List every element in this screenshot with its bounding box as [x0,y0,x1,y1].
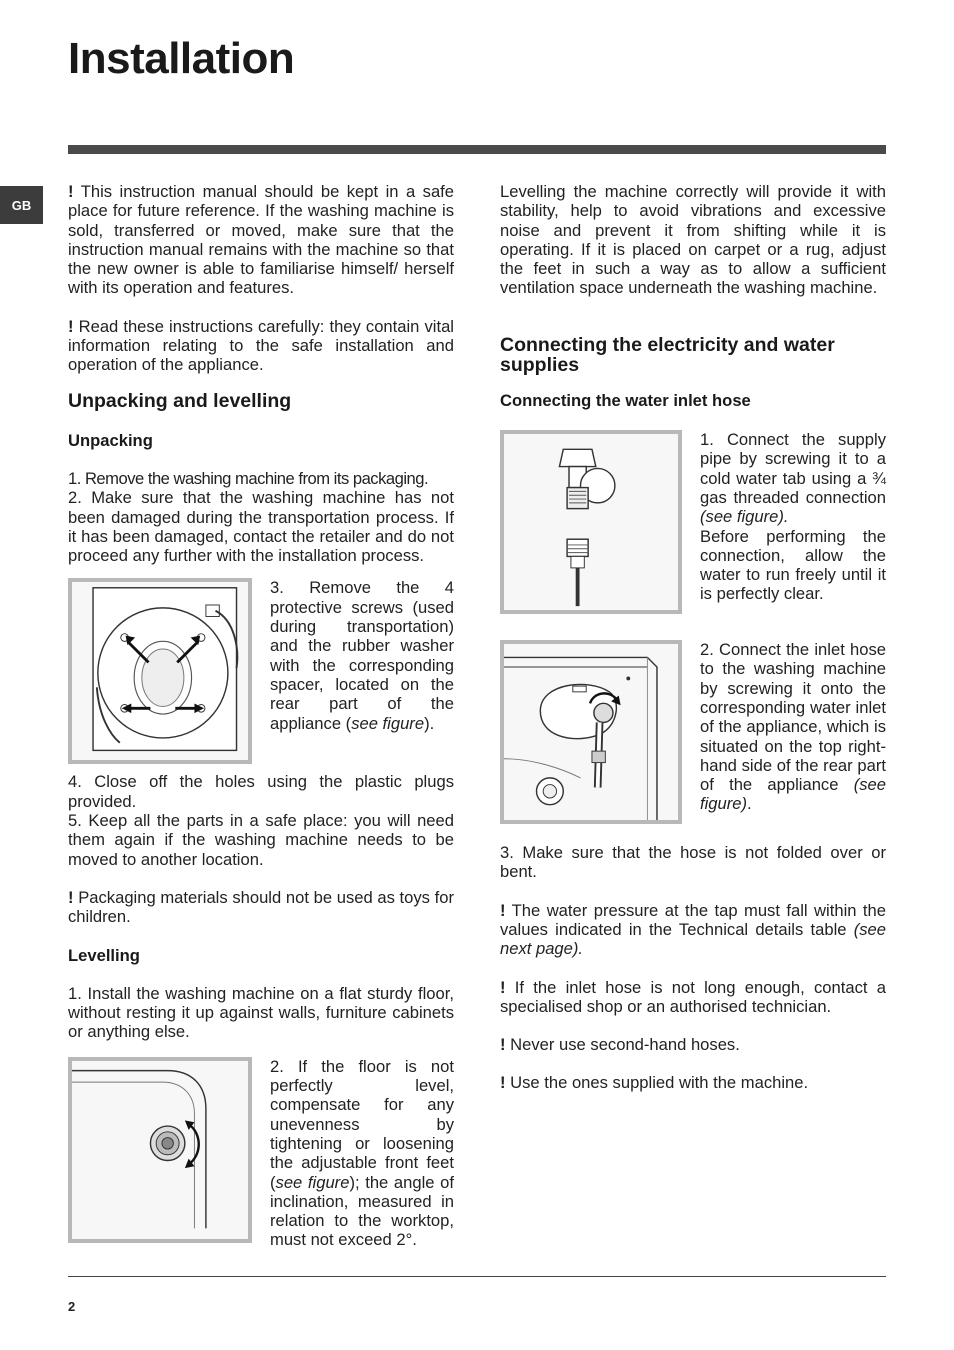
warning-mark: ! [68,182,74,201]
hose-step-1-text: 1. Connect the supply pipe by screwing it to a cold water tab using a ¾ gas threaded connection [700,430,886,507]
subheading-unpacking: Unpacking [68,430,153,450]
figure-ref: see figure [275,1172,350,1192]
section-heading-connecting: Connecting the electricity and water supplies [500,333,835,376]
unpack-step-3 [270,578,454,732]
unpack-step-4: 4. Close off the holes using the plastic plugs provided. [68,772,454,811]
subheading-inlet-hose: Connecting the water inlet hose [500,390,751,410]
unpack-step-1: 1. Remove the washing machine from its packaging. [68,468,429,488]
adjustable-foot-figure [68,1057,252,1243]
pressure-warning [500,901,886,959]
water-inlet-figure [500,640,682,824]
unpack-step-3-text: protective screws (used during transportation) and the rubber washer with the corresponding spacer, located on the rear part of the appliance ( [270,597,454,733]
figure-ref: see figure [351,713,425,733]
next-page-ref: (see next page). [500,919,886,959]
hose-step-2-text: . [747,794,752,814]
hose-length-warning-text: If the inlet hose is not long enough, contact a specialised shop or an authorised technician. [500,977,886,1016]
hose-length-warning [500,978,886,1017]
hose-step-2-text: 2. Connect the inlet hose to the washing machine by screwing it onto the corresponding water inlet of the appliance, which is situated on the top right-hand side of the rear part of the appliance [700,640,886,795]
level-step-2-text: ); the angle of inclination, measured in relation to the worktop, must not exceed 2°. [270,1172,454,1250]
hose-step-1 [700,430,886,604]
warning-mark: ! [500,900,506,920]
warning-mark: ! [500,1035,506,1055]
hose-figure-row-1 [500,430,886,614]
intro-text-2: Read these instructions carefully: they contain vital information relating to the safe installation and operation of the appliance. [68,316,454,375]
level-step-2-text: 2. If the floor is not perfectly level, compensate for any unevenness by tightening or loosening the adjustable front feet ( [270,1056,454,1192]
figure-ref: (see figure). [700,507,789,527]
supplied-hoses-note-text: Use the ones supplied with the machine. [510,1073,809,1093]
levelling-continued: Levelling the machine correctly will provide it with stability, help to avoid vibrations and excessive noise and prevent it from shifting while it is operating. If it is placed on carpet or a rug, adjust the feet in such a way as to allow a sufficient ventilation space underneath the washing machine. [500,182,886,298]
packaging-warning [68,888,454,927]
packaging-warning-text: Packaging materials should not be used as toys for children. [68,887,454,927]
intro-text-1: This instruction manual should be kept in a safe place for future reference. If the washing machine is sold, transferred or moved, make sure that the instruction manual remains with the machine so that the new owner is able to familiarise himself/ herself with its operation and features. [68,182,455,298]
unpack-step-2: 2. Make sure that the washing machine has not been damaged during the transportation process. If it has been damaged, contact the retailer and do not proceed any further with the installation process. [68,488,454,566]
warning-mark: ! [500,977,506,997]
footer-rule [68,1276,886,1277]
page-title: Installation [68,34,295,83]
hose-step-2 [700,640,886,814]
section-heading-unpacking-levelling: Unpacking and levelling [68,389,292,412]
level-step-1: 1. Install the washing machine on a flat sturdy floor, without resting it up against walls, furniture cabinets or anything else. [68,983,454,1042]
second-hand-warning-text: Never use second-hand hoses. [510,1035,740,1055]
unpack-step-5: 5. Keep all the parts in a safe place: you will need them again if the washing machine needs to be moved to another location. [68,811,454,869]
unpack-step-3-text: 3. Remove the [270,578,445,598]
level-step-2 [270,1057,454,1250]
hose-step-1-note: Before performing the connection, allow the water to run freely until it is perfectly clear. [700,526,886,604]
subheading-levelling: Levelling [68,945,140,965]
screw-count: 4 [444,578,454,598]
figure-ref: (see figure) [700,775,886,814]
left-column [68,182,454,1250]
warning-mark: ! [500,1073,506,1093]
unpack-step-3-text: ). [424,713,435,733]
intro-paragraph-2 [68,317,454,375]
language-tab: GB [0,186,43,224]
pressure-warning-text: The water pressure at the tap must fall within the values indicated in the Technical details table [500,900,886,939]
hose-step-3: 3. Make sure that the hose is not folded over or bent. [500,843,886,882]
hose-figure-row-2 [500,640,886,824]
header-rule [68,145,886,154]
unpack-figure-row [68,578,454,764]
level-figure-row [68,1057,454,1250]
supplied-hoses-note [500,1073,886,1092]
second-hand-warning [500,1035,886,1054]
right-column [500,182,886,1093]
page-number: 2 [68,1299,76,1314]
cold-water-tap-figure [500,430,682,614]
warning-mark: ! [68,887,74,907]
warning-mark: ! [68,316,74,336]
intro-paragraph-1 [68,182,454,298]
rear-panel-screws-figure [68,578,252,764]
